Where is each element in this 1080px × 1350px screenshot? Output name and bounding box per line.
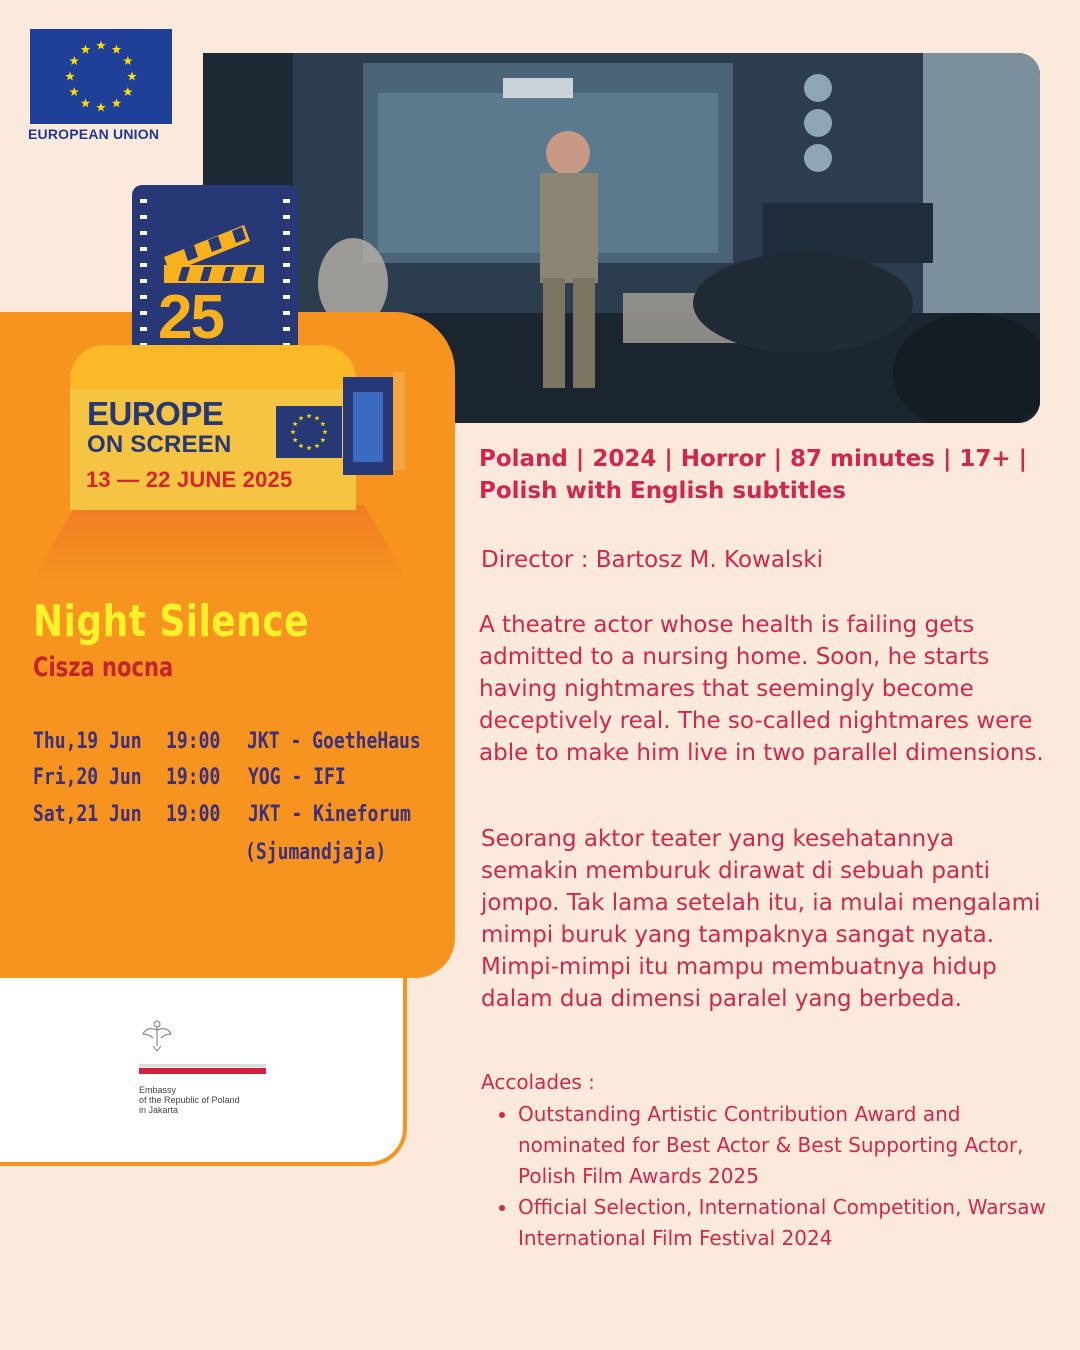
screening-venue: JKT - GoetheHaus — [247, 729, 421, 754]
eu-star-icon — [81, 98, 91, 107]
film-director: Director : Bartosz M. Kowalski — [481, 547, 824, 573]
logo-subtitle: ON SCREEN — [87, 431, 232, 458]
eu-star-icon — [292, 421, 297, 426]
eu-star-icon — [123, 87, 133, 96]
eu-star-icon — [112, 98, 122, 107]
eu-star-icon — [65, 72, 75, 81]
screening-day: Sat,21 Jun — [33, 802, 142, 827]
eu-star-icon — [292, 437, 297, 442]
book-icon — [343, 372, 405, 475]
synopsis-indonesian: Seorang aktor teater yang kesehatannya semakin memburuk dirawat di sebuah panti jompo. Tak lama setelah itu, ia mulai mengalami mimpi buruk yang tampaknya sangat nyata. Mimpi-mimpi itu mampu membuatnya hidup dalam dua dimensi paralel yang berbeda. — [481, 826, 1041, 1012]
screening-venue-extra: (Sjumandjaja) — [245, 840, 387, 865]
eu-star-icon — [69, 87, 79, 96]
eu-star-icon — [81, 45, 91, 54]
screening-time: 19:00 — [166, 802, 221, 827]
eu-star-icon — [298, 443, 303, 448]
eu-star-icon — [96, 103, 106, 112]
eu-star-icon — [306, 413, 311, 418]
embassy-line: in Jakarta — [139, 1105, 179, 1115]
polish-eagle-icon — [141, 1018, 173, 1052]
eu-star-icon — [322, 429, 327, 434]
embassy-line: Embassy — [139, 1085, 177, 1095]
eu-star-icon — [112, 45, 122, 54]
screening-day: Thu,19 Jun — [33, 729, 142, 754]
accolade-item: • Outstanding Artistic Contribution Award and nominated for Best Actor & Best Supporting Actor, Polish Film Awards 2025 — [518, 1099, 1058, 1192]
festival-dates: 13 — 22 JUNE 2025 — [86, 467, 293, 492]
eu-star-icon — [127, 72, 137, 81]
accolade-item: • Official Selection, International Competition, Warsaw International Film Festival 2024 — [518, 1192, 1058, 1254]
eu-star-icon — [306, 445, 311, 450]
eu-star-icon — [69, 56, 79, 65]
screening-day: Fri,20 Jun — [33, 765, 142, 790]
eu-star-icon — [314, 415, 319, 420]
embassy-card — [0, 950, 407, 1166]
film-original-title: Cisza nocna — [33, 652, 174, 683]
logo-glow — [30, 505, 410, 585]
eu-star-icon — [290, 429, 295, 434]
embassy-text — [139, 1085, 289, 1115]
eu-star-icon — [320, 421, 325, 426]
eu-star-icon — [314, 443, 319, 448]
embassy-line: of the Republic of Poland — [139, 1095, 240, 1105]
eu-label: EUROPEAN UNION — [28, 126, 160, 142]
screening-time: 19:00 — [166, 729, 221, 754]
logo-title: EUROPE — [87, 395, 224, 432]
eu-flag-icon — [30, 29, 172, 124]
edition-number: 25 — [158, 283, 223, 352]
synopsis-english: A theatre actor whose health is failing gets admitted to a nursing home. Soon, he starts having nightmares that seemingly become deceptively real. The so-called nightmares were able to make him live in two parallel dimensions. — [479, 612, 1044, 766]
accolades-list — [502, 1099, 1058, 1254]
screening-time: 19:00 — [166, 765, 221, 790]
eu-star-icon — [123, 56, 133, 65]
eu-star-icon — [298, 415, 303, 420]
film-meta: Poland | 2024 | Horror | 87 minutes | 17+ | Polish with English subtitles — [479, 446, 1028, 504]
eu-star-icon — [96, 41, 106, 50]
film-title: Night Silence — [33, 596, 309, 647]
screening-venue: YOG - IFI — [248, 765, 346, 790]
polish-flag-bar — [139, 1059, 266, 1069]
accolades-label: Accolades : — [481, 1070, 595, 1094]
eu-star-icon — [320, 437, 325, 442]
logo-eu-flag-icon — [276, 406, 342, 458]
screening-venue: JKT - Kineforum — [248, 802, 411, 827]
